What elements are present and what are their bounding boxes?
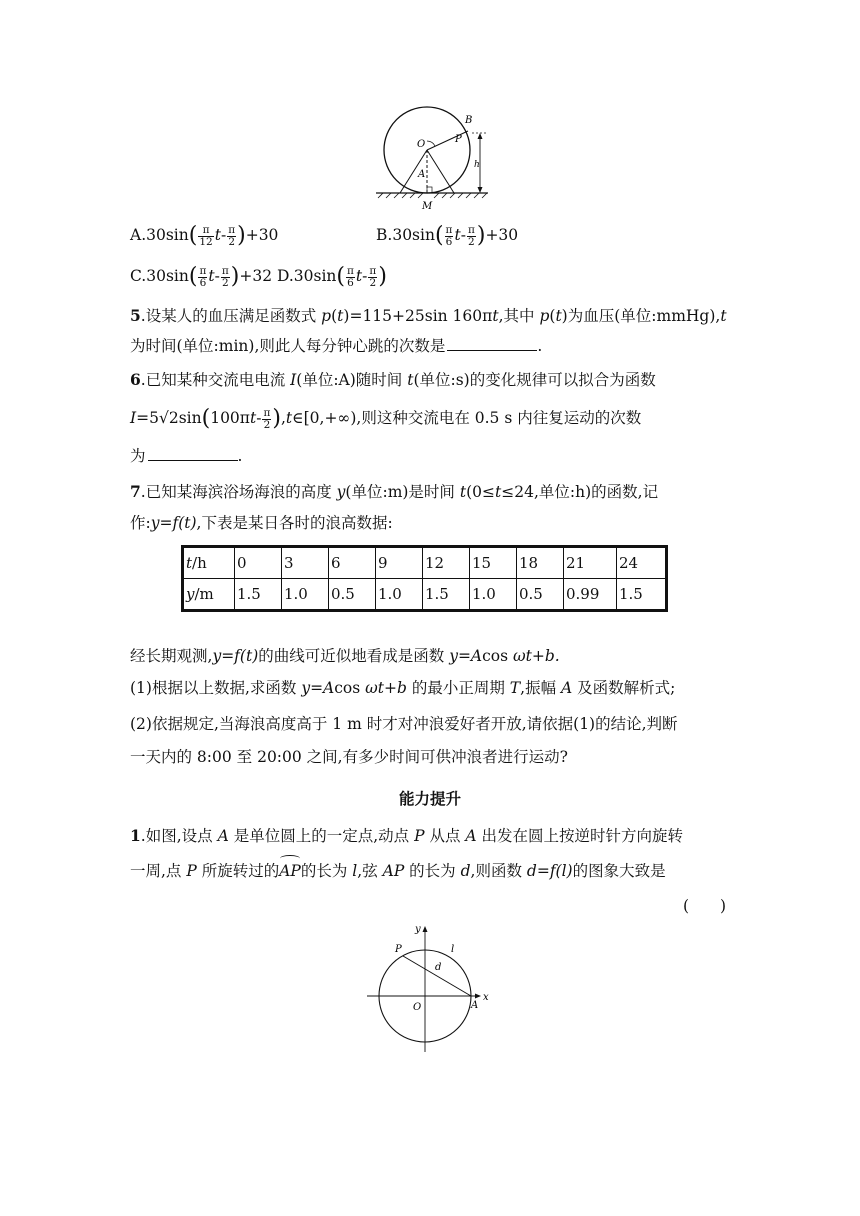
p1-line1: 1.如图,设点 A 是单位圆上的一定点,动点 P 从点 A 出发在圆上按逆时针方向旋转 bbox=[130, 826, 684, 845]
q6-line2: I=5√2sin(100πt- $\frac{\pi}{2}$ ),t∈[0,+∞),则这种交流电在 0.5 s 内往复运动的次数 bbox=[130, 406, 642, 431]
q7-line1: 7.已知某海滨浴场海浪的高度 y(单位:m)是时间 t(0≤t≤24,单位:h)的函数,记 bbox=[130, 482, 659, 501]
table-cell: 1.5 bbox=[235, 579, 282, 611]
row-header: y/m bbox=[183, 579, 235, 611]
table-cell: 1.0 bbox=[470, 579, 517, 611]
table-cell: 3 bbox=[282, 547, 329, 579]
label-a: A bbox=[471, 1000, 479, 1011]
ferris-wheel-figure bbox=[370, 105, 500, 213]
table-cell: 0.5 bbox=[517, 579, 564, 611]
q7-part1: (1)根据以上数据,求函数 y=Acos ωt+b 的最小正周期 T,振幅 A 及函数解析式; bbox=[130, 679, 676, 697]
answer-blank bbox=[148, 446, 238, 461]
table-cell: 1.5 bbox=[617, 579, 667, 611]
label-b: B bbox=[465, 115, 473, 126]
radius-op bbox=[427, 131, 468, 150]
unit-circle-figure bbox=[365, 918, 505, 1053]
table-cell: 6 bbox=[329, 547, 376, 579]
q7-after-table: 经长期观测,y=f(t)的曲线可近似地看成是函数 y=Acos ωt+b. bbox=[130, 647, 560, 665]
table-cell: 0.5 bbox=[329, 579, 376, 611]
table-cell: 1.0 bbox=[376, 579, 423, 611]
label-l: l bbox=[451, 944, 455, 955]
table-cell: 18 bbox=[517, 547, 564, 579]
answer-paren: ( ) bbox=[683, 897, 727, 915]
label-p: P bbox=[455, 134, 462, 145]
table-cell: 21 bbox=[564, 547, 617, 579]
label-o: O bbox=[417, 139, 426, 150]
option-c-d: C.30sin( $\frac{\pi}{6}$ t- $\frac{\pi}{2}$ )+32 D.30sin( $\frac{\pi}{6}$ t- $\frac{\pi}{2}$ ) bbox=[130, 264, 387, 289]
q7-line2: 作:y=f(t),下表是某日各时的浪高数据: bbox=[130, 514, 393, 532]
table-cell: 12 bbox=[423, 547, 470, 579]
label-m: M bbox=[422, 201, 433, 212]
option-a: A.30sin( $\frac{\pi}{12}$ t- $\frac{\pi}{2}$ )+30 bbox=[130, 223, 279, 248]
label-a: A bbox=[418, 169, 426, 180]
table-cell: 1.5 bbox=[423, 579, 470, 611]
section-title: 能力提升 bbox=[398, 789, 461, 808]
q7-part2-line2: 一天内的 8:00 至 20:00 之间,有多少时间可供冲浪者进行运动? bbox=[130, 748, 568, 766]
q6-line3: 为 . bbox=[130, 447, 243, 465]
p1-line2: 一周,点 P 所旋转过的 AP的长为 l,弦 AP 的长为 d,则函数 d=f(l)的图象大致是 bbox=[130, 860, 666, 882]
table-cell: 24 bbox=[617, 547, 667, 579]
label-h: h bbox=[474, 160, 480, 170]
label-d: d bbox=[435, 962, 442, 973]
table-cell: 9 bbox=[376, 547, 423, 579]
table-cell: 0 bbox=[235, 547, 282, 579]
table-cell: 0.99 bbox=[564, 579, 617, 611]
label-p: P bbox=[395, 944, 402, 955]
option-b: B.30sin( $\frac{\pi}{6}$ t- $\frac{\pi}{2}$ )+30 bbox=[376, 223, 519, 248]
wave-height-table bbox=[181, 545, 668, 612]
row-header: t/h bbox=[183, 547, 235, 579]
label-o: O bbox=[413, 1002, 422, 1013]
label-x: x bbox=[483, 992, 489, 1003]
table-cell: 15 bbox=[470, 547, 517, 579]
table-row bbox=[183, 579, 667, 611]
table-cell: 1.0 bbox=[282, 579, 329, 611]
label-y: y bbox=[415, 924, 421, 935]
table-row bbox=[183, 547, 667, 579]
support-right bbox=[427, 150, 454, 193]
q7-part2-line1: (2)依据规定,当海浪高度高于 1 m 时才对冲浪爱好者开放,请依据(1)的结论,判断 bbox=[130, 715, 678, 733]
q6-line1: 6.已知某种交流电电流 I(单位:A)随时间 t(单位:s)的变化规律可以拟合为函数 bbox=[130, 370, 656, 389]
q5-line2: 为时间(单位:min),则此人每分钟心跳的次数是 . bbox=[130, 337, 543, 355]
answer-blank bbox=[447, 336, 537, 351]
q5-line1: 5.设某人的血压满足函数式 p(t)=115+25sin 160πt,其中 p(t)为血压(单位:mmHg),t bbox=[130, 306, 727, 325]
